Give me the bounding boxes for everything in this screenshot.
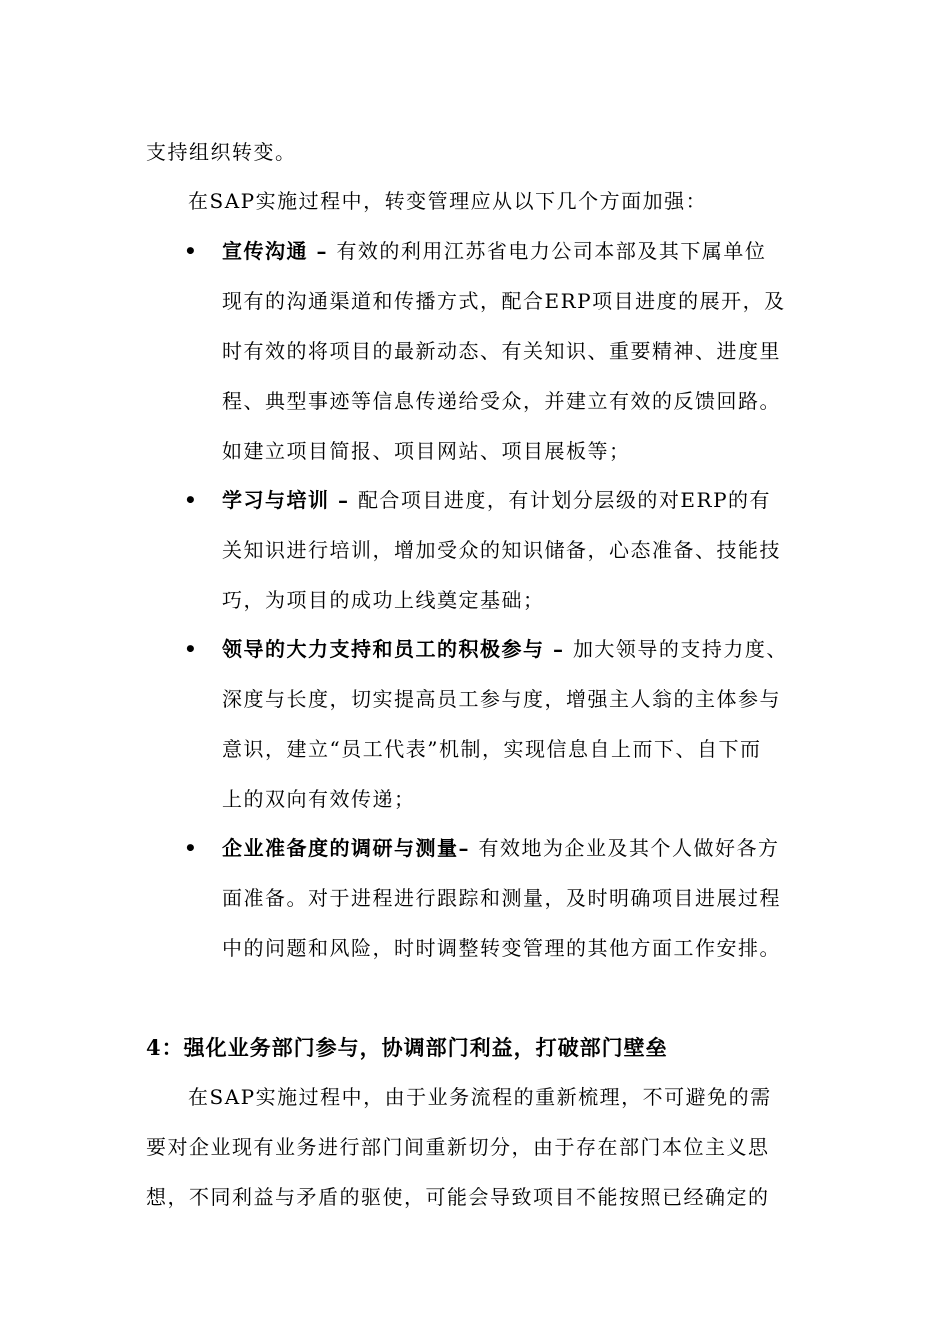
bullet-marker: • — [184, 637, 197, 661]
bullet-2-line: 巧，为项目的成功上线奠定基础； — [222, 588, 545, 612]
bullet-4-first-line — [222, 833, 779, 863]
bullet-marker: • — [184, 239, 197, 263]
intro-line-1: 支持组织转变。 — [146, 140, 297, 164]
bullet-1-dash: – — [308, 239, 337, 263]
section-paragraph-line: 在SAP实施过程中，由于业务流程的重新梳理，不可避免的需 — [188, 1085, 772, 1109]
bullet-1-line: 程、典型事迹等信息传递给受众，并建立有效的反馈回路。 — [222, 389, 781, 413]
bullet-marker: • — [184, 488, 197, 512]
bullet-2-dash: – — [329, 488, 358, 512]
bullet-2-first-line — [222, 485, 771, 515]
bullet-3-first-line — [222, 634, 788, 664]
bullet-4-title: 企业准备度的调研与测量 — [222, 836, 459, 860]
bullet-2-text: 配合项目进度，有计划分层级的对ERP的有 — [357, 488, 772, 512]
section-paragraph-line: 想，不同利益与矛盾的驱使，可能会导致项目不能按照已经确定的 — [146, 1185, 770, 1209]
bullet-3-line: 意识，建立“员工代表”机制，实现信息自上而下、自下而 — [222, 737, 762, 761]
bullet-3-dash: – — [544, 637, 573, 661]
bullet-4-text: 有效地为企业及其个人做好各方 — [478, 836, 780, 860]
bullet-1-text: 有效的利用江苏省电力公司本部及其下属单位 — [336, 239, 767, 263]
bullet-3-title: 领导的大力支持和员工的积极参与 — [222, 637, 545, 661]
section-heading: 4：强化业务部门参与，协调部门利益，打破部门壁垒 — [146, 1035, 668, 1060]
bullet-4-line: 面准备。对于进程进行跟踪和测量，及时明确项目进展过程 — [222, 886, 781, 910]
bullet-4-dash: – — [458, 836, 479, 860]
bullet-marker: • — [184, 836, 197, 860]
bullet-2-line: 关知识进行培训，增加受众的知识储备，心态准备、技能技 — [222, 538, 781, 562]
bullet-4-line: 中的问题和风险，时时调整转变管理的其他方面工作安排。 — [222, 936, 781, 960]
section-paragraph-line: 要对企业现有业务进行部门间重新切分，由于存在部门本位主义思 — [146, 1135, 770, 1159]
bullet-1-first-line — [222, 236, 766, 266]
bullet-3-line: 上的双向有效传递； — [222, 787, 416, 811]
bullet-3-line: 深度与长度，切实提高员工参与度，增强主人翁的主体参与 — [222, 687, 781, 711]
bullet-1-line: 如建立项目简报、项目网站、项目展板等； — [222, 439, 631, 463]
bullet-2-title: 学习与培训 — [222, 488, 330, 512]
bullet-3-text: 加大领导的支持力度、 — [572, 637, 788, 661]
intro-line-2: 在SAP实施过程中，转变管理应从以下几个方面加强： — [188, 189, 708, 213]
bullet-1-title: 宣传沟通 — [222, 239, 308, 263]
bullet-1-line: 现有的沟通渠道和传播方式，配合ERP项目进度的展开，及 — [222, 289, 786, 313]
bullet-1-line: 时有效的将项目的最新动态、有关知识、重要精神、进度里 — [222, 339, 781, 363]
